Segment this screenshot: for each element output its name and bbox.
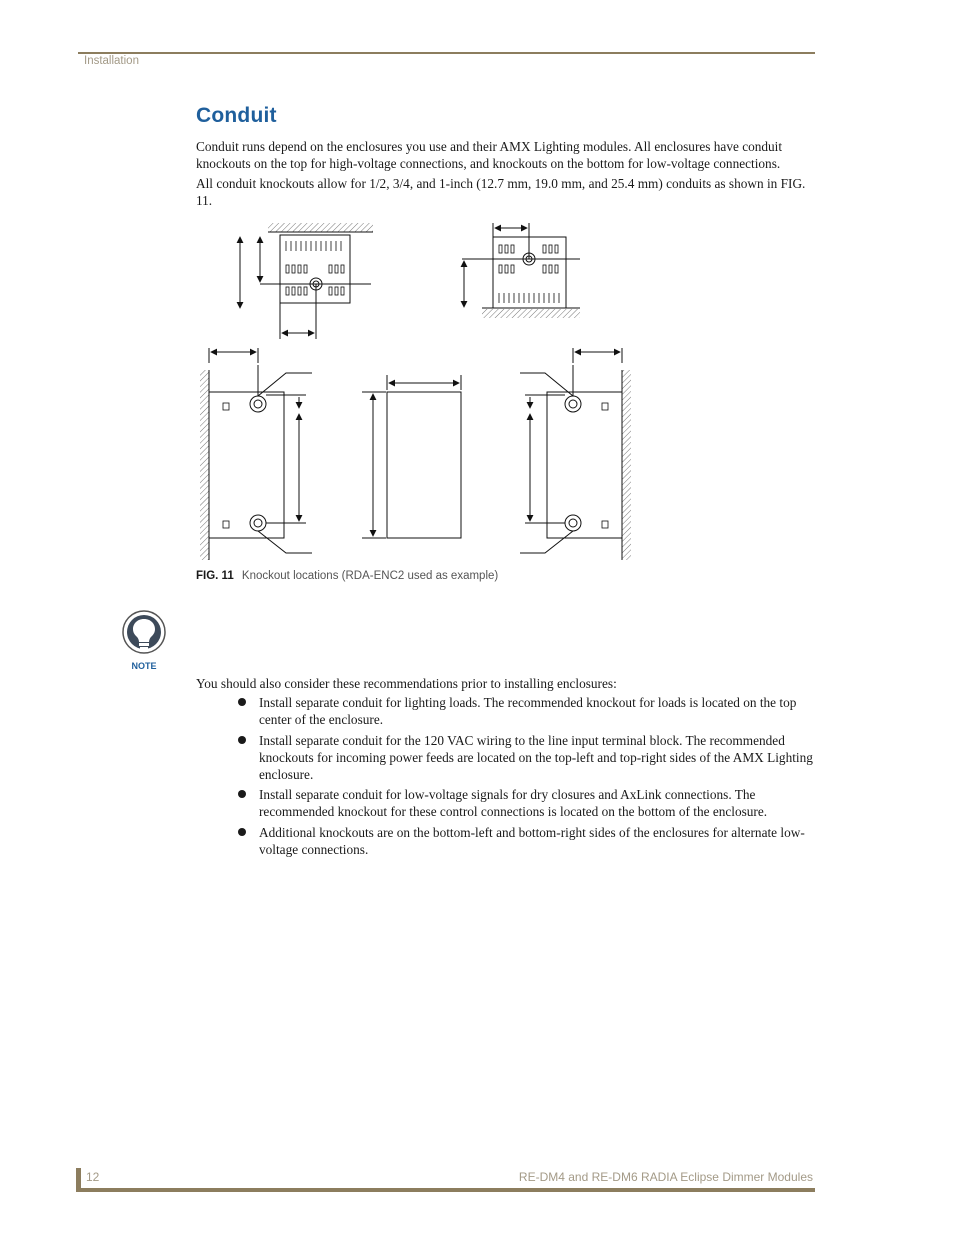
knockout-locations-figure [196,215,646,567]
header-rule [78,52,815,54]
bullet-icon [238,828,246,836]
bottom-view-diagram [462,223,580,318]
bullet-icon [238,698,246,706]
section-title: Conduit [196,104,277,127]
left-side-view-diagram [200,348,312,560]
recommendations-intro: You should also consider these recommendations prior to installing enclosures: [196,676,617,691]
list-item-text: Install separate conduit for the 120 VAC wiring to the line input terminal block. The recommended knockouts for incoming power feeds are located on the top-left and top-right sides of the AMX Lighting enclosure. [259,732,813,782]
figure-caption [196,570,498,582]
conduit-size-paragraph: All conduit knockouts allow for 1/2, 3/4, and 1-inch (12.7 mm, 19.0 mm, and 25.4 mm) conduits as shown in FIG. 11. [196,176,806,208]
list-item [236,694,816,728]
right-side-view-diagram [520,348,631,560]
list-item-text: Install separate conduit for lighting loads. The recommended knockout for loads is located on the top center of the enclosure. [259,695,797,727]
running-head: Installation [84,55,139,67]
front-view-diagram [362,375,461,538]
footer-document-title: RE-DM4 and RE-DM6 RADIA Eclipse Dimmer Modules [518,1170,813,1184]
list-item [236,824,816,858]
list-item [236,786,816,820]
intro-paragraph: Conduit runs depend on the enclosures you use and their AMX Lighting modules. All enclosures have conduit knockouts on the top for high-voltage connections, and knockouts on the bottom for low-voltage connections. [196,139,783,171]
lightbulb-note-icon [117,610,171,672]
recommendations-list [236,694,816,861]
figure-caption-text: Knockout locations (RDA-ENC2 used as example) [241,570,499,582]
list-item-text: Install separate conduit for low-voltage signals for dry closures and AxLink connections. The recommended knockout for these control connections is located on the bottom of the enclosure. [259,787,768,819]
note-label: NOTE [131,661,157,671]
list-item-text: Additional knockouts are on the bottom-left and bottom-right sides of the enclosures for alternate low-voltage connections. [259,824,805,857]
figure-number: FIG. 11 [196,570,234,582]
bullet-icon [238,790,246,798]
top-view-diagram [240,223,373,339]
page-number: 12 [86,1170,100,1184]
bullet-icon [238,736,246,744]
list-item [236,732,816,783]
footer-rule [78,1188,815,1192]
